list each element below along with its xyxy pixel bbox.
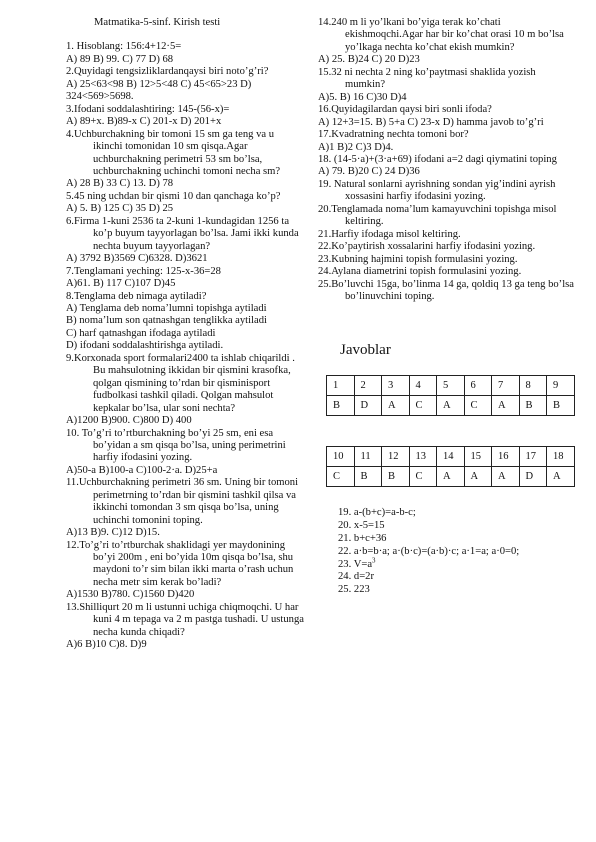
answer-options: A)1200 B)900. C)800 D) 400	[66, 415, 192, 427]
answer-letter-cell: C	[464, 396, 492, 416]
question-text: 23.Kubning hajmini topish formulasini yozing.	[318, 253, 518, 265]
answer-options: A) 25<63<98 B) 12>5<48 C) 45<65>23 D) 324<569>5698.	[66, 78, 252, 103]
answer-letter-cell: C	[409, 467, 437, 487]
question-text: 16.Quyidagilardan qaysi biri sonli ifoda?	[318, 104, 492, 116]
test-title: Matmatika-5-sinf. Kirish testi	[94, 17, 221, 28]
answer-letter-cell: A	[464, 467, 492, 487]
answer-options: A) 25. B)24 C) 20 D)23	[318, 54, 420, 66]
question-number-cell: 2	[354, 376, 382, 396]
question-number-cell: 1	[327, 376, 355, 396]
answer-letter-cell: A	[547, 467, 575, 487]
answer-letter-cell: B	[382, 467, 410, 487]
question-number-cell: 14	[437, 447, 465, 467]
question-text: D) ifodani soddalashtirishga aytiladi.	[66, 340, 224, 352]
question-text: 7.Tenglamani yeching: 125-x-36=28	[66, 265, 221, 277]
question-text: 13.Shilliqurt 20 m li ustunni uchiga chiqmoqchi. U har kuni 4 m tepaga va 2 m pastga tushadi. U ustunga necha kunda chiqadi?	[66, 601, 304, 638]
question-number-cell: 4	[409, 376, 437, 396]
answer-25: 25. 223	[338, 584, 370, 596]
question-text: 9.Korxonada sport formalari2400 ta ishlab chiqarildi . Bu mahsulotning ikkidan bir qismini krasofka, qolgan qismining to’rdan bir qisminisport fudbolkasi tashkil qiladi. Qolgan mahsulot kepkalar bo’lsa, ular soni nechta?	[66, 352, 295, 414]
question-text: 11.Uchburchakning perimetri 36 sm. Uning bir tomoni perimetrning to’rdan bir qismini tashkil qilsa va ikkinchi tomondan 3 sm qisqa bo’lsa, uning uchinchi tomonini toping.	[66, 477, 299, 526]
answers-heading: Javoblar	[340, 342, 391, 359]
answer-options: A)1530 B)780. C)1560 D)420	[66, 589, 195, 601]
question-text: 3.Ifodani soddalashtiring: 145-(56-x)=	[66, 103, 230, 115]
question-number-cell: 17	[519, 447, 547, 467]
question-text: 2.Quyidagi tengsizliklardanqaysi biri noto’g’ri?	[66, 66, 269, 78]
right-column	[318, 17, 578, 597]
question-text: 15.32 ni nechta 2 ning ko’paytmasi shaklida yozish mumkin?	[318, 66, 536, 91]
answer-letter-cell: D	[519, 467, 547, 487]
answer-letter-cell: A	[492, 467, 520, 487]
question-text: 8.Tenglama deb nimaga aytiladi?	[66, 290, 207, 302]
question-text: 20.Tenglamada noma’lum kamayuvchini topishga misol keltiring.	[318, 203, 557, 228]
question-number-cell: 12	[382, 447, 410, 467]
question-text: 22.Ko’paytirish xossalarini harfiy ifodasini yozing.	[318, 241, 536, 253]
question-number-cell: 10	[327, 447, 355, 467]
answer-options: A) 28 B) 33 C) 13. D) 78	[66, 178, 174, 190]
open-answers	[338, 507, 578, 597]
answer-options: A)6 B)10 C)8. D)9	[66, 639, 147, 651]
answer-letter-cell: B	[354, 467, 382, 487]
answer-19: 19. a-(b+c)=a-b-c;	[338, 507, 416, 519]
left-column	[66, 17, 306, 652]
answer-21: 21. b+c+36	[338, 533, 387, 545]
question-text: 24.Aylana diametrini topish formulasini yozing.	[318, 266, 522, 278]
answer-20: 20. x-5=15	[338, 520, 385, 532]
answer-options: A) 5. B) 125 C) 35 D) 25	[66, 203, 174, 215]
question-number-cell: 15	[464, 447, 492, 467]
answer-options: A) 79. B)20 C) 24 D)36	[318, 166, 420, 178]
answer-options: A) 89+x. B)89-x C) 201-x D) 201+x	[66, 116, 222, 128]
answer-letter-cell: A	[437, 396, 465, 416]
question-number-cell: 5	[437, 376, 465, 396]
question-list-left	[66, 41, 306, 651]
superscript: 3	[372, 556, 376, 565]
answer-key-table-2	[326, 446, 575, 487]
question-text: 12.To’g’ri to’rtburchak shaklidagi yer maydonining bo’yi 200m , eni bo’yida 10m qisqa bo’lsa, shu maydoni to’r sim bilan ikki marta o’rash uchun necha metr sim kerak bo’ladi?	[66, 539, 294, 588]
answer-options: A) 89 B) 99. C) 77 D) 68	[66, 53, 174, 65]
answer-24: 24. d=2r	[338, 571, 374, 583]
answer-letter-cell: B	[327, 396, 355, 416]
question-text: 10. To’g’ri to’rtburchakning bo’yi 25 sm, eni esa bo’yidan a sm qisqa bo’lsa, uning perimetrini harfiy ifodasini yozing.	[66, 427, 286, 464]
question-text: 5.45 ning uchdan bir qismi 10 dan qanchaga ko’p?	[66, 190, 281, 202]
question-number-cell: 6	[464, 376, 492, 396]
question-number-cell: 11	[354, 447, 382, 467]
answer-options: A) 3792 B)3569 C)6328. D)3621	[66, 253, 208, 265]
question-list-right	[318, 17, 578, 303]
question-text: 25.Bo’luvchi 15ga, bo’linma 14 ga, qoldiq 13 ga teng bo’lsa bo’linuvchini toping.	[318, 278, 574, 302]
answer-letter-cell: D	[354, 396, 382, 416]
question-text: 14.240 m li yo’lkani bo’yiga terak ko’chati ekishmoqchi.Agar har bir ko’chat orasi 10 m bo’lsa yo’lkaga nechta ko’chat ekish mumkin?	[318, 17, 564, 53]
answer-letter-cell: A	[382, 396, 410, 416]
answer-letter-cell: B	[519, 396, 547, 416]
answer-options: A)50-a B)100-a C)100-2·a. D)25+a	[66, 464, 218, 476]
answer-letter-cell: B	[547, 396, 575, 416]
answer-letter-cell: A	[437, 467, 465, 487]
answer-22: 22. a·b=b·a; a·(b·c)=(a·b)·c; a·1=a; a·0=0;	[338, 545, 520, 557]
answer-letter-cell: C	[327, 467, 355, 487]
question-text: C) harf qatnashgan ifodaga aytiladi	[66, 327, 216, 339]
question-text: 4.Uchburchakning bir tomoni 15 sm ga teng va u ikinchi tomonidan 10 sm qisqa.Agar uchburchakning perimetri 53 sm bo’lsa, uchburchakning uchinchi tomoni necha sm?	[66, 128, 281, 177]
answer-options: A)5. B) 16 C)30 D)4	[318, 91, 407, 103]
answer-letter-cell: A	[492, 396, 520, 416]
question-text: A) Tenglama deb noma’lumni topishga aytiladi	[66, 302, 267, 314]
question-text: 6.Firma 1-kuni 2536 ta 2-kuni 1-kundagidan 1256 ta ko’p buyum tayyorlagan bo’lsa. Jami ikki kunda nechta buyum tayyorlagan?	[66, 215, 299, 252]
answer-letter-cell: C	[409, 396, 437, 416]
question-number-cell: 3	[382, 376, 410, 396]
answer-options: A)13 B)9. C)12 D)15.	[66, 527, 160, 539]
question-number-cell: 7	[492, 376, 520, 396]
question-number-cell: 13	[409, 447, 437, 467]
question-text: 19. Natural sonlarni ayrishning sondan yig’indini ayrish xossasini harfiy ifodasini yozing.	[318, 178, 556, 203]
answer-key-table-1	[326, 375, 575, 416]
question-number-cell: 9	[547, 376, 575, 396]
answer-options: A)61. B) 117 C)107 D)45	[66, 278, 176, 290]
question-number-cell: 16	[492, 447, 520, 467]
answer-23: 23. $V=a^3$	[338, 556, 376, 570]
answer-options: A) 12+3=15. B) 5+a C) 23-x D) hamma javob to’g’ri	[318, 116, 544, 128]
question-text: 1. Hisoblang: 156:4+12·5=	[66, 41, 182, 53]
question-number-cell: 8	[519, 376, 547, 396]
question-text: 18. (14-5·a)+(3·a+69) ifodani a=2 dagi qiymatini toping	[318, 153, 557, 165]
answer-options: A)1 B)2 C)3 D)4.	[318, 141, 394, 153]
question-text: B) noma’lum son qatnashgan tenglikka aytiladi	[66, 315, 267, 327]
question-number-cell: 18	[547, 447, 575, 467]
question-text: 17.Kvadratning nechta tomoni bor?	[318, 129, 469, 141]
question-text: 21.Harfiy ifodaga misol keltiring.	[318, 228, 461, 240]
